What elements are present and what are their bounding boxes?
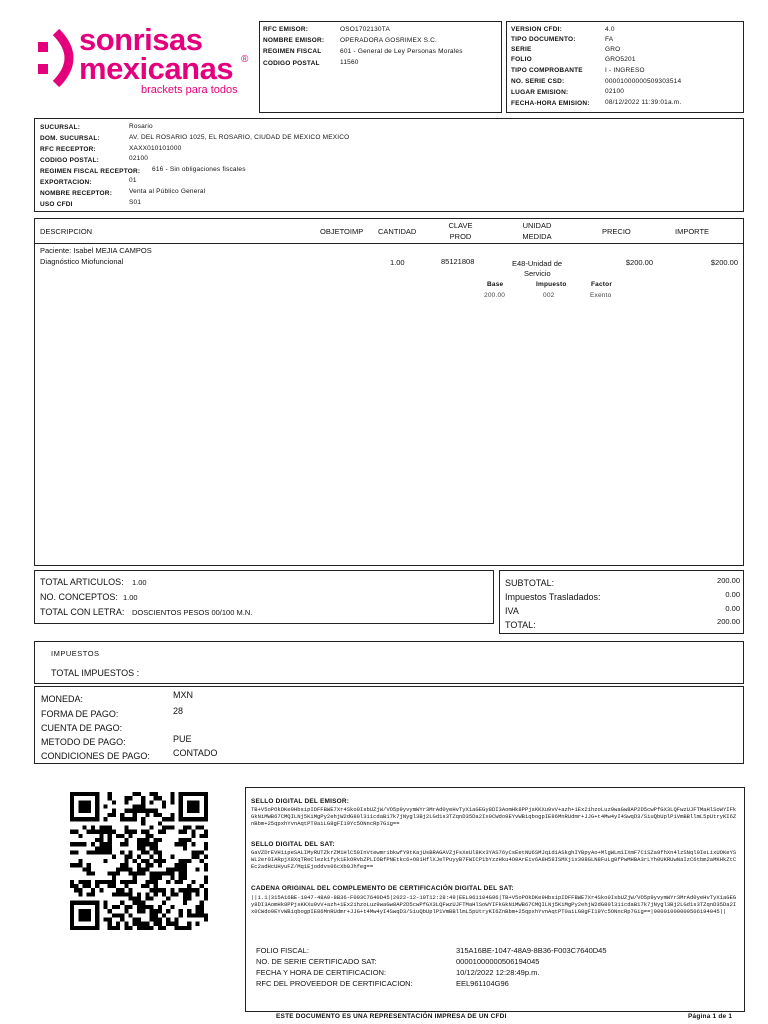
fecha-cert-value: 10/12/2022 12:28:49p.m.	[456, 968, 540, 977]
total-value: 200.00	[717, 617, 740, 626]
emisor-cp: 11560	[340, 59, 359, 66]
metodo-pago-label: METODO DE PAGO:	[41, 737, 126, 747]
tax-value-base: 200.00	[484, 292, 506, 299]
version-label: VERSION CFDI:	[511, 26, 562, 33]
rfc-prov-value: EEL961104G96	[456, 979, 509, 988]
tax-header-factor: Factor	[591, 281, 613, 288]
brand-line-1: sonrisas	[79, 22, 203, 57]
footer-note: ESTE DOCUMENTO ES UNA REPRESENTACIÓN IMPRESA DE UN CFDI	[276, 1013, 507, 1020]
version-value: 4.0	[605, 26, 615, 33]
registered-mark: ®	[241, 54, 249, 65]
tax-value-factor: Exento	[590, 292, 612, 299]
cadena-label: CADENA ORIGINAL DEL COMPLEMENTO DE CERTIFICACIÓN DIGITAL DEL SAT:	[251, 885, 514, 892]
cp-receptor-value: 02100	[129, 155, 149, 162]
serie-csd-value: 00001000000509303514	[605, 78, 682, 85]
condiciones-value: CONTADO	[173, 748, 218, 758]
lugar-label: LUGAR EMISION:	[511, 89, 569, 96]
serie-sat-value: 00001000000506194045	[456, 957, 540, 966]
emisor-rfc-label: RFC EMISOR:	[263, 26, 309, 33]
fecha-value: 08/12/2022 11:39:01a.m.	[605, 99, 682, 106]
sello-emisor-value: TB+V5oPOkDKe9HbsipIDFFBWE7Xr4Sko0IsbUZjW/VO5p9yvymWYr3MrAd0yeHvTyX1aGEGy8DI3AomHk8PPjsKKXu9vV+azh+1Ex2ihzoLuz9waGw8AP2D5cwPfGX3LQFwzUJFTMaHlSoWYIFkGkNiMWB67CMQILNj5KiMgPy2ehjW2dG80l311cdaB17k7jNygl3Bj2LGd1s3TZqnD35Da2Ix0CWdo9EYvWBiqbogpIE86MnRUdmr+JJG+t4Mw4yI4SwqD3/SiuQbUplP1VmBBllmL5pUtryKI6ZnBbm+25qpxhYvnAqtPT0aiLG8gFI19Yc5ONncRp7Gig==	[251, 806, 737, 827]
fecha-label: FECHA-HORA EMISION:	[511, 100, 590, 107]
rfc-prov-label: RFC DEL PROVEEDOR DE CERTIFICACION:	[256, 979, 413, 988]
conceptos-label: NO. CONCEPTOS:	[40, 592, 118, 602]
sello-emisor-label: SELLO DIGITAL DEL EMISOR:	[251, 798, 350, 805]
paciente-line: Paciente: Isabel MEJIA CAMPOS	[40, 246, 152, 255]
articulos-value: 1.00	[132, 578, 147, 587]
serie-sat-label: NO. DE SERIE CERTIFICADO SAT:	[256, 957, 377, 966]
letra-label: TOTAL CON LETRA:	[40, 607, 125, 617]
sucursal-label: SUCURSAL:	[40, 124, 81, 131]
emisor-regimen-label: REGIMEN FISCAL	[263, 48, 322, 55]
item-unidad-1: E48-Unidad de	[512, 259, 563, 268]
totales-izq-box	[34, 570, 494, 624]
trasladados-value: 0.00	[725, 590, 740, 599]
sello-sat-value: GaVZDrEVH1ipeSALIMyRUTZkrZM1HlC59InVtewmribkwfY9tKajUsBRAGAVZjFsXeUl8Kx3YAS76yCsEetNU6SMJqid1ASkghIYBpyAo+MlgWLm1IXmF7C1SZa9fhXn4lzSNql9IeLixUOKeYSWL2er0IARpjX8XqTReClezk1fyk1EkORvbZPLIOBfPNEtkc6+O81HflXJeTPuyyB7FWICP1bYzzHku4O0ArEiv6A8H58ISMXj1x398GLN8FuLg8fPwMHBA3rLYh0UKRUwNaIzC6tbm2aMKHkZtCEc2adHcUHyuFZ/Mq1Ejoddvs06cXb0Jhfeg==	[251, 849, 737, 870]
serie-csd-label: NO. SERIE CSD:	[511, 78, 565, 85]
impuestos-box	[34, 641, 744, 684]
metodo-pago-value: PUE	[173, 734, 192, 744]
dom-value: AV. DEL ROSARIO 1025, EL ROSARIO, CIUDAD DE MEXICO MEXICO	[129, 134, 350, 141]
item-clave: 85121808	[441, 257, 475, 266]
header-descripcion: DESCRIPCION	[40, 227, 93, 236]
exportacion-value: 01	[129, 177, 137, 184]
tax-header-base: Base	[487, 281, 504, 288]
folio-fiscal-value: 315A16BE-1047-48A9-8B36-F003C7640D45	[456, 946, 607, 955]
cuenta-pago-label: CUENTA DE PAGO:	[41, 723, 123, 733]
folio-fiscal-label: FOLIO FISCAL:	[256, 946, 309, 955]
brand-tagline: brackets para todos	[141, 84, 238, 96]
regimen-receptor-value: 616 - Sin obligaciones fiscales	[152, 166, 246, 173]
sucursal-value: Rosario	[129, 123, 153, 130]
fecha-cert-label: FECHA Y HORA DE CERTIFICACION:	[256, 968, 387, 977]
tipo-comp-label: TIPO COMPROBANTE	[511, 67, 583, 74]
brand-line-2: mexicanas	[79, 51, 234, 86]
folio-value: GRO5201	[605, 56, 636, 63]
brand-logo	[34, 22, 259, 102]
rfc-receptor-label: RFC RECEPTOR:	[40, 146, 96, 153]
header-precio: PRECIO	[602, 227, 631, 236]
exportacion-label: EXPORTACION:	[40, 179, 92, 186]
rfc-receptor-value: XAXX010101000	[129, 145, 182, 152]
qr-code-icon	[70, 792, 208, 930]
table-header	[35, 219, 743, 244]
item-cantidad: 1.00	[390, 258, 405, 267]
emisor-cp-label: CODIGO POSTAL	[263, 60, 320, 67]
emisor-nombre: OPERADORA GOSRIMEX S.C.	[340, 37, 438, 44]
condiciones-label: CONDICIONES DE PAGO:	[41, 751, 150, 761]
subtotal-label: SUBTOTAL:	[505, 578, 555, 588]
iva-label: IVA	[505, 606, 519, 616]
dom-label: DOM. SUCURSAL:	[40, 135, 100, 142]
iva-value: 0.00	[725, 604, 740, 613]
moneda-value: MXN	[173, 690, 193, 700]
folio-label: FOLIO	[511, 56, 532, 63]
moneda-label: MONEDA:	[41, 694, 84, 704]
regimen-receptor-label: REGIMEN FISCAL RECEPTOR:	[40, 168, 141, 175]
sello-sat-label: SELLO DIGITAL DEL SAT:	[251, 841, 335, 848]
header-clave-1: CLAVE	[448, 221, 473, 230]
item-unidad-2: Servicio	[524, 269, 551, 278]
uso-cfdi-label: USO CFDI	[40, 201, 73, 208]
total-impuestos-label: TOTAL IMPUESTOS :	[51, 668, 140, 678]
emisor-box	[259, 21, 502, 113]
sellos-box	[245, 787, 745, 1012]
header-objetoimp: OBJETOIMP	[320, 227, 364, 236]
emisor-rfc: OSO1702130TA	[340, 26, 390, 33]
uso-cfdi-value: S01	[129, 199, 142, 206]
subtotal-value: 200.00	[717, 576, 740, 585]
item-precio: $200.00	[625, 258, 653, 267]
cp-receptor-label: CODIGO POSTAL:	[40, 157, 100, 164]
conceptos-value: 1.00	[123, 593, 138, 602]
header-clave-2: PROD	[449, 232, 472, 241]
letra-value: DOSCIENTOS PESOS 00/100 M.N.	[132, 608, 253, 617]
item-importe: $200.00	[710, 258, 738, 267]
forma-pago-label: FORMA DE PAGO:	[41, 709, 119, 719]
serie-value: GRO	[605, 46, 621, 53]
lugar-value: 02100	[605, 88, 625, 95]
forma-pago-value: 28	[173, 706, 184, 716]
header-cantidad: CANTIDAD	[378, 227, 417, 236]
serie-label: SERIE	[511, 46, 532, 53]
total-label: TOTAL:	[505, 620, 536, 630]
header-unidad-2: MEDIDA	[522, 232, 552, 241]
pago-box	[34, 686, 744, 764]
conceptos-table	[34, 218, 744, 566]
emisor-nombre-label: NOMBRE EMISOR:	[263, 37, 325, 44]
tipo-doc-label: TIPO DOCUMENTO:	[511, 36, 576, 43]
tax-header-impuesto: Impuesto	[536, 281, 567, 288]
item-descripcion: Diagnóstico Miofuncional	[40, 257, 124, 266]
tipo-comp-value: I - INGRESO	[605, 67, 645, 74]
impuestos-title: IMPUESTOS	[51, 649, 100, 658]
receptor-box	[34, 118, 744, 212]
header-importe: IMPORTE	[675, 227, 710, 236]
nombre-receptor-label: NOMBRE RECEPTOR:	[40, 190, 113, 197]
tipo-doc-value: FA	[605, 36, 614, 43]
header-unidad-1: UNIDAD	[522, 221, 552, 230]
totales-der-box	[499, 570, 744, 634]
cfdi-box	[506, 21, 744, 113]
footer-page: Página 1 de 1	[688, 1013, 733, 1020]
trasladados-label: Impuestos Trasladados:	[505, 592, 601, 602]
cadena-value: ||1.1|315A16BE-1047-48A9-8B36-F003C7640D45|2022-12-10T12:28:49|EEL961104G96|TB+V5oPOkDKe9HbsipIDFFBWE7Xr4Sko0IsbUZjW/VO5p9yvymWYr3MrAd0yeHvTyX1aGEGy8DI3AomHk8PPjsKKXu9vV+azh+1Ex2ihzoLuz9waGw8AP2D5cwPfGX3LQFwzUJFTMaHlSoWYIFkGkNiMWB67CMQILNj5KiMgPy2ehjW2dG80l311cdaB17k7jNygl3Bj2LGd1s3TZqnD35Da2Ix0CWdo9EYvWBiqbogpIE86MnRUdmr+JJG+t4Mw4yI4SwqD3/SiuQbUplP1VmBBllmL5pUtryKI6ZnBbm+25qpxhYvnAqtPT0aiLG8gFI19Yc5ONncRp7Gig==|00001000000506194045||	[251, 894, 737, 915]
nombre-receptor-value: Venta al Público General	[129, 188, 206, 195]
tax-value-impuesto: 002	[543, 292, 555, 299]
emisor-regimen: 601 - General de Ley Personas Morales	[340, 48, 463, 55]
articulos-label: TOTAL ARTICULOS:	[40, 577, 124, 587]
